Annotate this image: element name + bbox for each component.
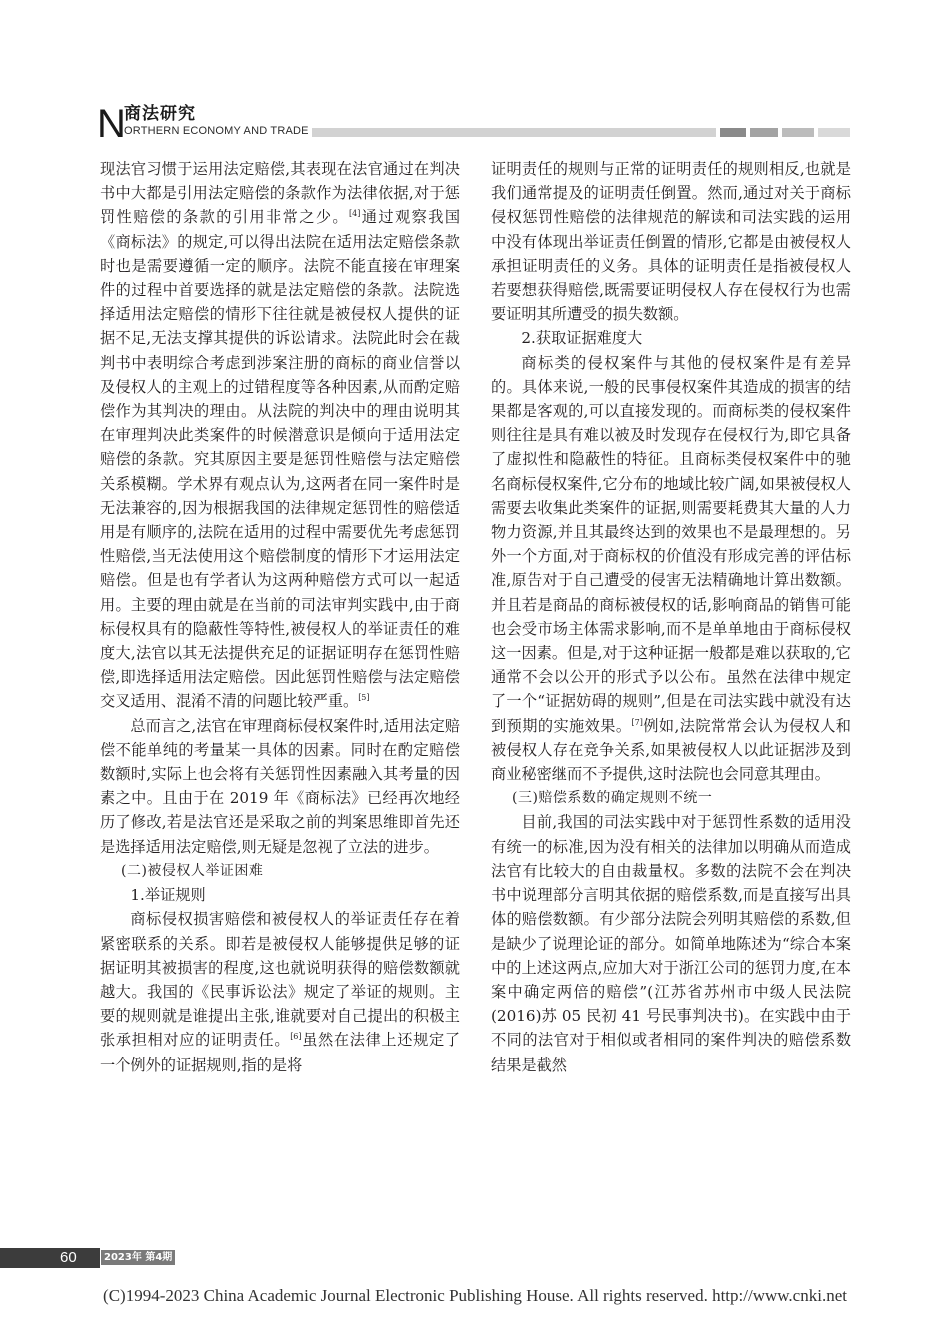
section-heading: (三)赔偿系数的确定规则不统一 [512,790,713,807]
copyright-notice: (C)1994-2023 China Academic Journal Electronic Publishing House. All rights reserved. http://www.cnki.net [103,1286,847,1305]
page-number: 60 [60,1249,77,1266]
issue-label: 2023年 第4期 [101,1250,175,1265]
subsection-heading: 2.获取证据难度大 [521,329,643,348]
paragraph: 目前,我国的司法实践中对于惩罚性系数的适用没有统一的标准,因为没有相关的法律加以明确从而造成法官有比较大的自由裁量权。多数的法院不会在判决书中说理部分言明其依据的赔偿系数,而是直接写出具体的赔偿数额。有少部分法院会列明其赔偿的系数,但是缺少了说理论证的部分。如简单地陈述为“综合本案中的上述这两点,应加大对于浙江公司的惩罚力度,在本案中确定两倍的赔偿”(江苏省苏州市中级人民法院(2016)苏 05 民初 41 号民事判决书)。在实践中由于不同的法官对于相似或者相同的案件判决的赔偿系数结果是截然 [491,813,851,1074]
paragraph: 总而言之,法官在审理商标侵权案件时,适用法定赔偿不能单纯的考量某一具体的因素。同时在酌定赔偿数额时,实际上也会将有关惩罚性因素融入其考量的因素之中。且由于在 2019 年《商标法》已经再次地经历了修改,若是法官还是采取之前的判案思维即首先还是选择适用法定赔偿,则无疑是忽视了立法的进步。 [100,716,460,856]
section-heading: (二)被侵权人举证困难 [121,862,264,879]
journal-section-title: 商法研究 [124,104,196,124]
paragraph: 商标类的侵权案件与其他的侵权案件是有差异的。具体来说,一般的民事侵权案件其造成的损害的结果都是客观的,可以直接发现的。而商标类的侵权案件则往往是具有难以被及时发现存在侵权行为,即它具备了虚拟性和隐蔽性的特征。且商标类侵权案件中的驰名商标侵权案件,它分布的地域比较广阔,如果被侵权人需要去收集此类案件的证据,则需要耗费其大量的人力物力资源,并且其最终达到的效果也不是最理想的。另外一个方面,对于商标权的价值没有形成完善的评估标准,原告对于自己遭受的侵害无法精确地计算出数额。并且若是商品的商标被侵权的话,影响商品的销售可能也会受市场主体需求影响,而不是单单地由于商标侵权这一因素。但是,对于这种证据一般都是难以获取的,它通常不会以公开的形式予以公布。虽然在法律中规定了一个“证据妨碍的规则”,但是在司法实践中就没有达到预期的实施效果。[7]例如,法院常常会认为侵权人和被侵权人存在竞争关系,如果被侵权人以此证据涉及到商业秘密继而不予提供,这时法院也会同意其理由。 [491,353,851,784]
citation-ref: [5] [358,693,370,703]
subsection-heading: 1.举证规则 [130,886,206,905]
citation-ref: [4] [349,209,361,219]
left-text-column [100,157,460,1077]
paragraph: 现法官习惯于运用法定赔偿,其表现在法官通过在判决书中大都是引用法定赔偿的条款作为法律依据,对于惩罚性赔偿的条款的引用非常之少。[4]通过观察我国《商标法》的规定,可以得出法院在适用法定赔偿条款时也是需要遵循一定的顺序。法院不能直接在审理案件的过程中首要选择的就是法定赔偿的条款。法院选择适用法定赔偿的情形下往往就是被侵权人提供的证据不足,无法支撑其提供的诉讼请求。法院此时会在裁判书中表明综合考虑到涉案注册的商标的商业信誉以及侵权人的主观上的过错程度等各种因素,从而酌定赔偿作为其判决的理由。从法院的判决中的理由说明其在审理判决此类案件的时候潜意识是倾向于适用法定赔偿的条款。究其原因主要是惩罚性赔偿与法定赔偿关系模糊。学术界有观点认为,这两者在同一案件时是无法兼容的,因为根据我国的法律规定惩罚性的赔偿适用是有顺序的,法院在适用的过程中需要优先考虑惩罚性赔偿,当无法使用这个赔偿制度的情形下才运用法定赔偿。但是也有学者认为这两种赔偿方式可以一起适用。主要的理由就是在当前的司法审判实践中,由于商标侵权具有的隐蔽性等特性,被侵权人的举证责任的难度大,法官以其无法提供充足的证据证明存在惩罚性赔偿,即选择适用法定赔偿。因此惩罚性赔偿与法定赔偿交叉适用、混淆不清的问题比较严重。[5] [100,160,461,711]
citation-ref: [6] [290,1032,302,1042]
paragraph: 商标侵权损害赔偿和被侵权人的举证责任存在着紧密联系的关系。即若是被侵权人能够提供足够的证据证明其被损害的程度,这也就说明获得的赔偿数额就越大。我国的《民事诉讼法》规定了举证的规则。主要的规则就是谁提出主张,谁就要对自己提出的积极主张承担相对应的证明责任。[6]虽然在法律上还规定了一个例外的证据规则,指的是将 [100,910,461,1074]
header-shade-block [782,128,814,137]
header-rule [312,128,716,137]
header-shade-block [750,128,778,137]
paragraph: 证明责任的规则与正常的证明责任的规则相反,也就是我们通常提及的证明责任倒置。然而,通过对关于商标侵权惩罚性赔偿的法律规范的解读和司法实践的运用中没有体现出举证责任倒置的情形,它都是由被侵权人承担证明责任的义务。具体的证明责任是指被侵权人若要想获得赔偿,既需要证明侵权人存在侵权行为也需要证明其所遭受的损失数额。 [491,160,851,324]
journal-logo-letter: N [97,102,126,146]
header-shade-block [818,128,850,137]
header-shade-block [720,128,746,137]
citation-ref: [7] [631,717,643,727]
journal-english-name: ORTHERN ECONOMY AND TRADE [124,125,309,137]
right-text-column [491,157,851,1077]
